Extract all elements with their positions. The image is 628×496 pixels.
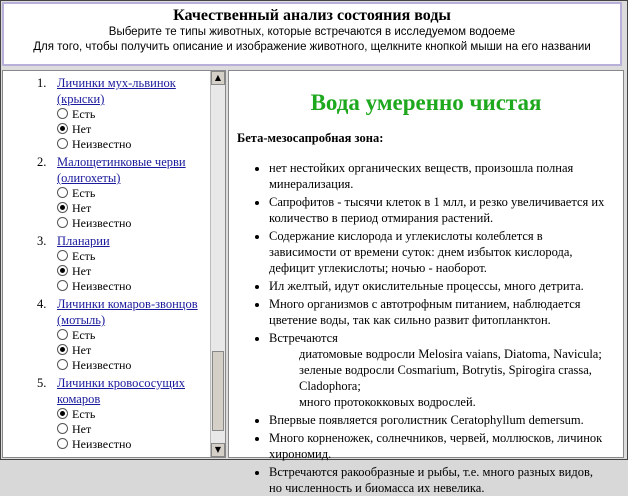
header-frame [2,2,622,66]
animal-item [37,296,211,373]
radio-option[interactable] [57,343,211,358]
instruction-line-2: Для того, чтобы получить описание и изображение животного, щелкните кнопкой мыши на его названии [33,41,591,53]
animal-link[interactable]: Личинки мух-львинок (крыски) [57,76,176,106]
radio-button[interactable] [57,123,68,134]
radio-label: Есть [72,186,96,200]
radio-option[interactable] [57,122,211,137]
occurrence-line: много протококковых водрослей. [299,395,476,409]
item-number: 2. [37,155,47,169]
radio-option[interactable] [57,216,211,231]
description-bullet: • нет нестойких органических веществ, произошла полная минерализация. [269,160,609,192]
item-number: 4. [37,297,47,311]
radio-button[interactable] [57,217,68,228]
scroll-thumb[interactable] [212,351,224,431]
radio-option[interactable] [57,422,211,437]
scroll-up-arrow-icon[interactable]: ▲ [211,71,225,85]
radio-button[interactable] [57,202,68,213]
description-bullet: • Ил желтый, идут окислительные процессы, много детрита. [269,278,609,294]
radio-option[interactable] [57,328,211,343]
radio-option[interactable] [57,279,211,294]
radio-label: Есть [72,407,96,421]
radio-label: Есть [72,249,96,263]
radio-label: Неизвестно [72,279,132,293]
animal-link[interactable]: Малощетинковые черви (олигохеты) [57,155,186,185]
occurrence-label: Встречаются [269,331,338,345]
radio-option[interactable] [57,264,211,279]
animal-item [37,233,211,294]
description-bullet: • Много организмов с автотрофным питанием, наблюдается цветение воды, так как сильно развит фитопланктон. [269,296,609,328]
scroll-down-arrow-icon[interactable]: ▼ [211,443,225,457]
description-list [229,160,609,496]
occurrence-line: диатомовые водросли Melosira vaians, Diatoma, Navicula; [299,347,602,361]
radio-label: Есть [72,107,96,121]
radio-option[interactable] [57,107,211,122]
animal-list-frame[interactable] [2,70,226,458]
radio-option[interactable] [57,407,211,422]
description-bullet: • Впервые появляется роголистник Ceratophyllum demersum. [269,412,609,428]
animal-link[interactable]: Личинки комаров-звонцов (мотыль) [57,297,198,327]
radio-button[interactable] [57,359,68,370]
radio-button[interactable] [57,344,68,355]
vertical-scrollbar[interactable] [210,71,225,457]
radio-button[interactable] [57,423,68,434]
description-bullet: • Содержание кислорода и углекислоты колеблется в зависимости от времени суток: днем избыток кислорода, дефицит углекислоты; ночью - наоборот. [269,228,609,276]
radio-button[interactable] [57,280,68,291]
radio-option[interactable] [57,201,211,216]
instruction-line-1: Выберите те типы животных, которые встречаются в исследуемом водоеме [108,26,516,38]
radio-option[interactable] [57,437,211,452]
item-number: 1. [37,76,47,90]
description-bullet: • Много корненожек, солнечников, червей, моллюсков, личинок хирономид. [269,430,609,462]
radio-button[interactable] [57,438,68,449]
radio-button[interactable] [57,329,68,340]
radio-label: Нет [72,264,92,278]
zone-heading: Бета-мезосапробная зона: [237,131,384,145]
radio-label: Нет [72,422,92,436]
occurrence-line: зеленые водросли Cosmarium, Botrytis, Spirogira crassa, Cladophora; [299,363,592,393]
radio-label: Неизвестно [72,137,132,151]
radio-label: Нет [72,343,92,357]
radio-button[interactable] [57,108,68,119]
occurrence-bullet [269,330,609,410]
radio-button[interactable] [57,408,68,419]
animal-item [37,375,211,452]
description-bullet: • Встречаются ракообразные и рыбы, т.е. много разных видов, но численность и биомасса их невелика. [269,464,609,496]
page-title: Качественный анализ состояния воды [173,7,451,24]
radio-button[interactable] [57,138,68,149]
radio-option[interactable] [57,186,211,201]
animal-item [37,154,211,231]
description-bullet: • Сапрофитов - тысячи клеток в 1 млл, и резко увеличивается их количество в период отмирания растений. [269,194,609,226]
radio-option[interactable] [57,249,211,264]
radio-option[interactable] [57,358,211,373]
radio-option[interactable] [57,137,211,152]
animal-link[interactable]: Личинки кровососущих комаров [57,376,185,406]
radio-button[interactable] [57,187,68,198]
radio-label: Неизвестно [72,216,132,230]
radio-label: Нет [72,122,92,136]
animal-item [37,75,211,152]
description-frame [228,70,624,495]
radio-button[interactable] [57,250,68,261]
radio-button[interactable] [57,265,68,276]
item-number: 3. [37,234,47,248]
animal-link[interactable]: Планарии [57,234,110,248]
animal-list [3,71,211,452]
item-number: 5. [37,376,47,390]
radio-label: Неизвестно [72,358,132,372]
water-quality-title: Вода умеренно чистая [310,90,542,115]
radio-label: Нет [72,201,92,215]
radio-label: Неизвестно [72,437,132,451]
radio-label: Есть [72,328,96,342]
